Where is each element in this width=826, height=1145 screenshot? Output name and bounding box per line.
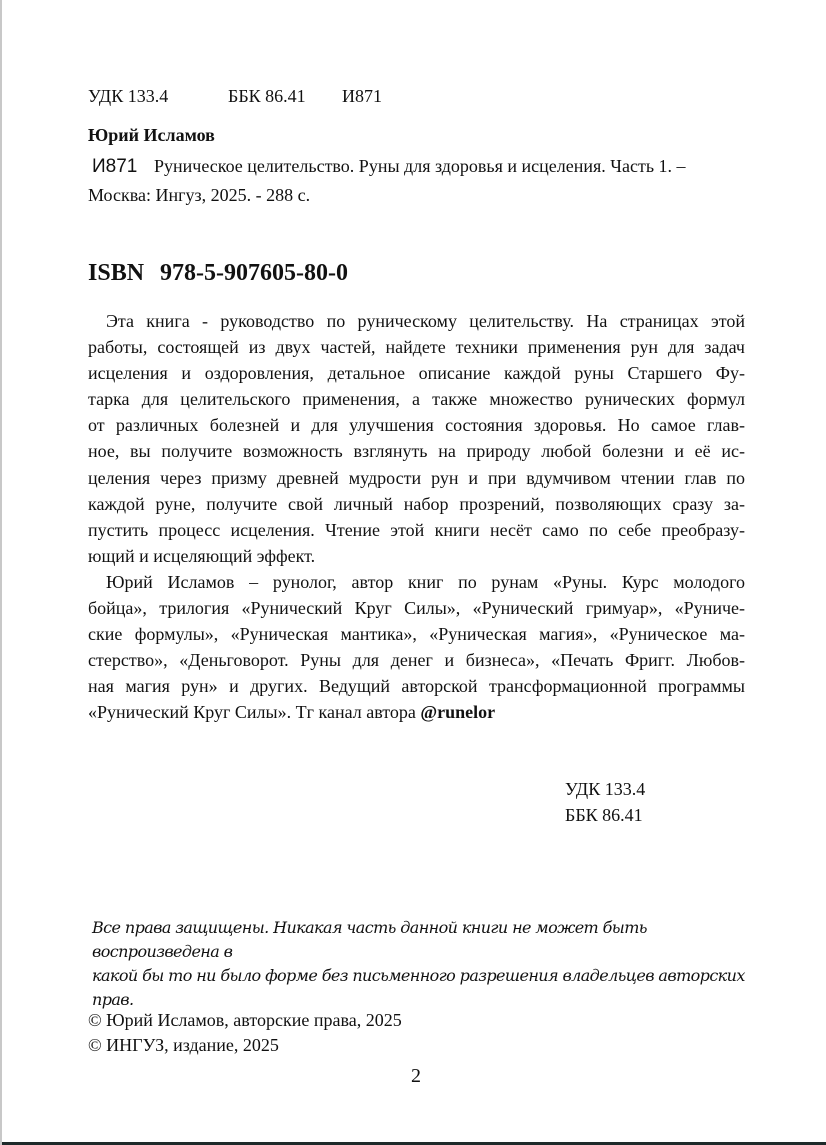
rights-line-1: Все права защищены. Никакая часть данной книги не может быть воспроизведена в — [92, 918, 647, 961]
abstract-line: ное, вы получите возможность взглянуть на природу любой болезни и её ис- — [88, 441, 745, 462]
telegram-handle: @runelor — [420, 702, 496, 723]
author-bio-line: ские формулы», «Руническая мантика», «Руническая магия», «Руническое ма- — [88, 624, 745, 645]
abstract-line: Эта книга - руководство по руническому целительству. На страницах этой — [106, 311, 745, 331]
rights-line-2: какой бы то ни было форме без письменного разрешения владельцев авторских прав. — [92, 966, 745, 1009]
author-bio-line — [88, 699, 745, 725]
catalog-title: Руническое целительство. Руны для здоровья и исцеления. Часть 1. – — [154, 156, 686, 176]
copyright-author: © Юрий Исламов, авторские права, 2025 — [88, 1010, 402, 1030]
author-bio-line: стерство», «Деньговорот. Руны для денег и бизнеса», «Печать Фригг. Любов- — [88, 650, 745, 671]
abstract-line: от различных болезней и для улучшения состояния здоровья. Но самое глав- — [88, 415, 745, 436]
catalog-entry — [88, 152, 748, 209]
isbn-value: 978-5-907605-80-0 — [160, 260, 348, 286]
abstract-line: целения через призму древней мудрости рун и при вдумчивом чтении глав по — [88, 467, 745, 488]
rights-notice — [92, 916, 752, 1012]
isbn-label: ISBN — [88, 260, 145, 286]
catalog-line-1 — [88, 152, 748, 181]
page-number: 2 — [411, 1065, 421, 1087]
book-abstract — [88, 308, 745, 726]
abstract-line: ющий и исцеляющий эффект. — [88, 545, 316, 566]
isbn — [88, 258, 348, 288]
author-bio-line: ная магия рун» и других. Ведущий авторской трансформационной программы — [88, 676, 745, 697]
copyright-publisher: © ИНГУЗ, издание, 2025 — [88, 1035, 279, 1055]
abstract-paragraph-2 — [88, 569, 745, 726]
udk-code: УДК 133.4 — [88, 86, 169, 106]
abstract-line: каждой руне, получите свой личный набор прозрений, позволяющих сразу за- — [88, 493, 745, 514]
catalog-code: И871 — [92, 156, 138, 177]
author-name: Юрий Исламов — [88, 125, 215, 145]
author-mark: И871 — [342, 86, 382, 106]
abstract-line: работы, состоящей из двух частей, найдете техники применения рун для задач — [88, 337, 745, 358]
author-bio-line: Юрий Исламов – рунолог, автор книг по рунам «Руны. Курс молодого — [106, 571, 745, 592]
author-bio-text: «Рунический Круг Силы». Тг канал автора — [88, 702, 421, 723]
udk-code: УДК 133.4 — [565, 779, 646, 799]
abstract-line: пустить процесс исцеления. Чтение этой книги несёт само по себе преобразу- — [88, 519, 745, 540]
bbk-code: ББК 86.41 — [228, 86, 306, 106]
abstract-paragraph-1 — [88, 308, 745, 569]
author-bio-line: бойца», трилогия «Рунический Круг Силы», «Рунический гримуар», «Руниче- — [88, 598, 745, 619]
copyright-block — [88, 1008, 402, 1058]
classification-block — [565, 776, 645, 828]
abstract-line: исцеления и оздоровления, детальное описание каждой руны Старшего Фу- — [88, 363, 745, 384]
abstract-line: тарка для целительского применения, а также множество рунических формул — [88, 389, 745, 410]
bbk-code: ББК 86.41 — [565, 805, 643, 825]
catalog-line-2: Москва: Ингуз, 2025. - 288 с. — [88, 185, 311, 205]
